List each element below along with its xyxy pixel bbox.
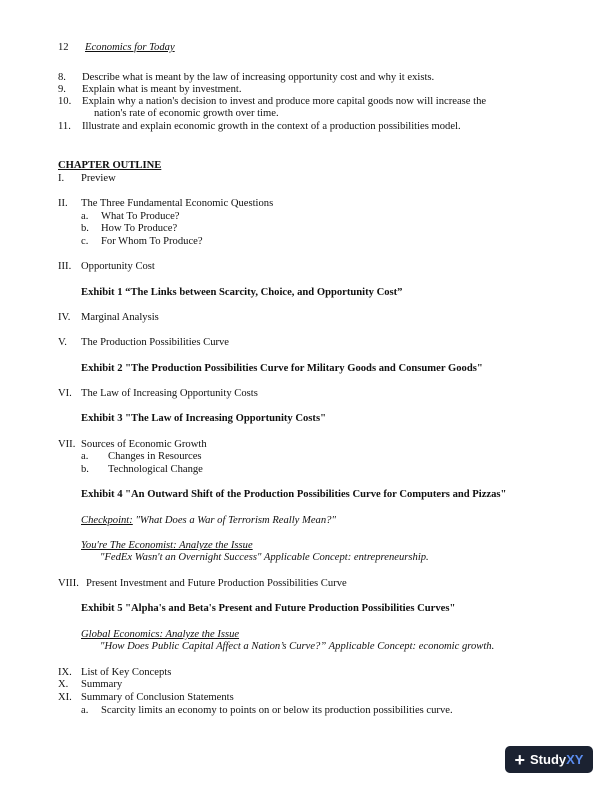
outline-item-economic-growth: Sources of Economic Growth xyxy=(81,439,207,450)
outline-item-conclusion-statements: Summary of Conclusion Statements xyxy=(81,692,234,703)
checkpoint-title: "What Does a War of Terrorism Really Mean?" xyxy=(135,515,336,526)
outline-item-marginal-analysis: Marginal Analysis xyxy=(81,312,159,323)
objective-text: Explain what is meant by investment. xyxy=(82,84,242,95)
objective-number: 9. xyxy=(58,84,66,95)
global-economics-text: "How Does Public Capital Affect a Nation’s Curve?” Applicable Concept: economic growth. xyxy=(100,641,495,652)
exhibit-4-title: Exhibit 4 "An Outward Shift of the Production Possibilities Curve for Computers and Pizzas" xyxy=(81,489,507,500)
studyxy-logo xyxy=(505,746,593,773)
plus-icon: + xyxy=(514,749,526,770)
sub-item: What To Produce? xyxy=(101,211,180,222)
objective-number: 10. xyxy=(58,96,72,107)
sub-item: Scarcity limits an economy to points on or below its production possibilities curve. xyxy=(101,705,453,716)
outline-item-summary: Summary xyxy=(81,679,123,690)
outline-numeral: III. xyxy=(58,261,72,272)
sub-item: Technological Change xyxy=(108,464,203,475)
outline-numeral: V. xyxy=(58,337,67,348)
objective-number: 8. xyxy=(58,72,66,83)
objective-text: Illustrate and explain economic growth in the context of a production possibilities model. xyxy=(82,121,461,132)
sub-letter: a. xyxy=(81,451,89,462)
outline-item-ppc: The Production Possibilities Curve xyxy=(81,337,230,348)
running-title: Economics for Today xyxy=(85,42,175,53)
objective-text-continuation: nation's rate of economic growth over time. xyxy=(94,108,279,119)
sub-item: How To Produce? xyxy=(101,223,178,234)
logo-wordmark: StudyXY xyxy=(530,751,584,767)
exhibit-1-title: Exhibit 1 “The Links between Scarcity, Choice, and Opportunity Cost” xyxy=(81,287,403,298)
outline-item-opportunity-cost: Opportunity Cost xyxy=(81,261,155,272)
chapter-outline-heading: CHAPTER OUTLINE xyxy=(58,160,162,171)
checkpoint-feature xyxy=(81,515,336,528)
sub-letter: b. xyxy=(81,223,89,234)
exhibit-2-title: Exhibit 2 "The Production Possibilities Curve for Military Goods and Consumer Goods" xyxy=(81,363,483,374)
outline-item-fundamental-questions: The Three Fundamental Economic Questions xyxy=(81,198,274,209)
sub-letter: a. xyxy=(81,705,89,716)
outline-item-increasing-costs: The Law of Increasing Opportunity Costs xyxy=(81,388,258,399)
page-number: 12 xyxy=(58,42,69,53)
economist-feature-text: "FedEx Wasn't an Overnight Success" Applicable Concept: entrepreneurship. xyxy=(100,552,429,563)
sub-letter: b. xyxy=(81,464,89,475)
outline-numeral: IV. xyxy=(58,312,71,323)
outline-numeral: VIII. xyxy=(58,578,79,589)
exhibit-5-title: Exhibit 5 "Alpha's and Beta's Present and Future Production Possibilities Curves" xyxy=(81,603,456,614)
outline-numeral: VII. xyxy=(58,439,76,450)
sub-letter: c. xyxy=(81,236,89,247)
exhibit-3-title: Exhibit 3 "The Law of Increasing Opportunity Costs" xyxy=(81,413,326,424)
outline-item-present-investment: Present Investment and Future Production Possibilities Curve xyxy=(86,578,347,589)
outline-numeral: IX. xyxy=(58,667,72,678)
outline-numeral: X. xyxy=(58,679,69,690)
outline-item-key-concepts: List of Key Concepts xyxy=(81,667,172,678)
objective-text: Describe what is meant by the law of increasing opportunity cost and why it exists. xyxy=(82,72,435,83)
outline-numeral: XI. xyxy=(58,692,72,703)
outline-item-preview: Preview xyxy=(81,173,116,184)
sub-letter: a. xyxy=(81,211,89,222)
global-economics-label: Global Economics: Analyze the Issue xyxy=(81,629,240,640)
objective-text: Explain why a nation's decision to invest and produce more capital goods now will increase the xyxy=(82,96,487,107)
objective-number: 11. xyxy=(58,121,71,132)
sub-item: Changes in Resources xyxy=(108,451,202,462)
outline-numeral: VI. xyxy=(58,388,72,399)
economist-feature-label: You're The Economist: Analyze the Issue xyxy=(81,540,253,551)
outline-numeral: I. xyxy=(58,173,65,184)
sub-item: For Whom To Produce? xyxy=(101,236,203,247)
outline-numeral: II. xyxy=(58,198,68,209)
checkpoint-label: Checkpoint: xyxy=(81,515,133,526)
